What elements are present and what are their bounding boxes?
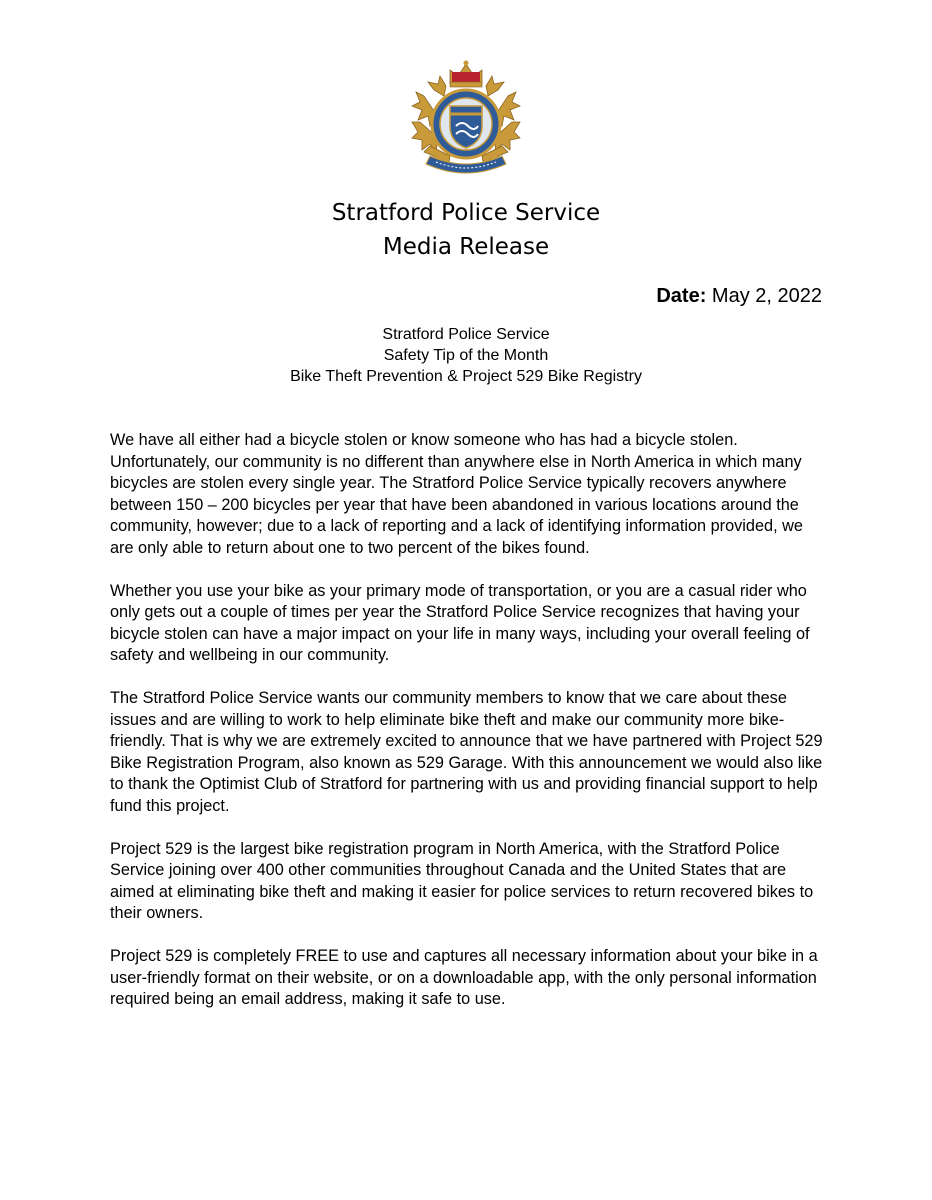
masthead (0, 196, 932, 264)
organization-title: Stratford Police Service (331, 200, 601, 226)
body-paragraph: Whether you use your bike as your primary mode of transportation, or you are a casual rider who only gets out a couple of times per year the Stratford Police Service recognizes that having your bicycle stolen can have a major impact on your life in many ways, including your overall feeling of safety and wellbeing in our community. (110, 581, 810, 664)
body-paragraph: Project 529 is completely FREE to use and captures all necessary information about your bike in a user-friendly format on their website, or on a downloadable app, with the only personal information required being an email address, making it safe to use. (110, 947, 818, 1008)
subheading-line-1: Stratford Police Service (382, 326, 550, 343)
police-crest-icon (410, 56, 522, 180)
subheading-line-3: Bike Theft Prevention & Project 529 Bike Registry (290, 368, 642, 385)
date-value: May 2, 2022 (711, 285, 822, 307)
release-body (110, 430, 830, 1032)
release-title: Media Release (382, 234, 550, 260)
subheading (0, 324, 932, 387)
subheading-line-2: Safety Tip of the Month (383, 347, 549, 364)
date-label: Date: (656, 285, 707, 307)
body-paragraph: Project 529 is the largest bike registration program in North America, with the Stratford Police Service joining over 400 other communities throughout Canada and the United States that are aimed at eliminating bike theft and making it easier for police services to return recovered bikes to their owners. (110, 839, 814, 922)
release-date (656, 283, 822, 309)
body-paragraph: We have all either had a bicycle stolen or know someone who has had a bicycle stolen. Unfortunately, our community is no different than anywhere else in North America in which many bicycles are stolen every single year. The Stratford Police Service typically recovers anywhere between 150 – 200 bicycles per year that have been abandoned in various locations around the community, however; due to a lack of reporting and a lack of identifying information provided, we are only able to return about one to two percent of the bikes found. (110, 431, 803, 557)
body-paragraph: The Stratford Police Service wants our community members to know that we care about these issues and are willing to work to help eliminate bike theft and make our community more bike-friendly. That is why we are extremely excited to announce that we have partnered with Project 529 Bike Registration Program, also known as 529 Garage. With this announcement we would also like to thank the Optimist Club of Stratford for partnering with us and providing financial support to help fund this project. (110, 689, 823, 815)
